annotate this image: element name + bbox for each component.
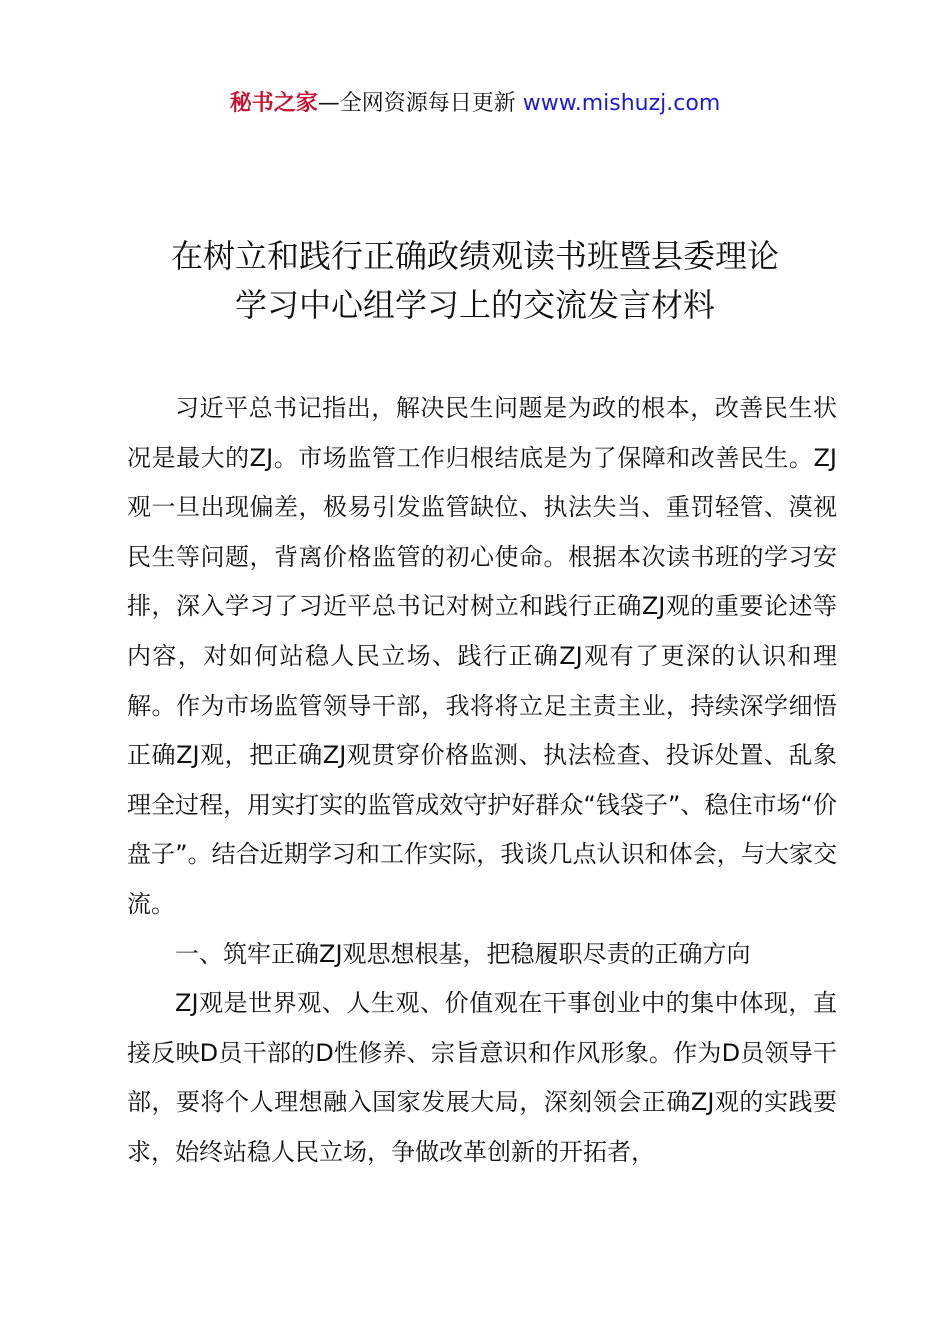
section-heading-1: 一、筑牢正确ZJ观思想根基，把稳履职尽责的正确方向 [175, 939, 751, 968]
document-body [127, 384, 837, 1178]
document-title-line-2: 学习中心组学习上的交流发言材料 [234, 286, 715, 324]
site-url-link[interactable]: www.mishuzj.com [522, 91, 721, 116]
paragraph-section-1: ZJ观是世界观、人生观、价值观在干事创业中的集中体现，直接反映D员干部的D性修养、宗旨意识和作风形象。作为D员领导干部，要将个人理想融入国家发展大局，深刻领会正确ZJ观的实践要求，始终站稳人民立场，争做改革创新的开拓者， [127, 989, 837, 1166]
paragraph-intro: 习近平总书记指出，解决民生问题是为政的根本，改善民生状况是最大的ZJ。市场监管工作归根结底是为了保障和改善民生。ZJ观一旦出现偏差，极易引发监管缺位、执法失当、重罚轻管、漠视民生等问题，背离价格监管的初心使命。根据本次读书班的学习安排，深入学习了习近平总书记对树立和践行正确ZJ观的重要论述等内容，对如何站稳人民立场、践行正确ZJ观有了更深的认识和理解。作为市场监管领导干部，我将将立足主责主业，持续深学细悟正确ZJ观，把正确ZJ观贯穿价格监测、执法检查、投诉处置、乱象理全过程，用实打实的监管成效守护好群众“钱袋子”、稳住市场“价盘子”。结合近期学习和工作实际，我谈几点认识和体会，与大家交流。 [127, 394, 837, 918]
site-header [0, 88, 950, 120]
document-title-line-1: 在树立和践行正确政绩观读书班暨县委理论 [170, 237, 779, 275]
site-brand: 秘书之家 [229, 91, 318, 116]
site-slogan: 全网资源每日更新 [339, 91, 516, 116]
header-dash: — [317, 91, 340, 116]
document-title [80, 232, 870, 330]
